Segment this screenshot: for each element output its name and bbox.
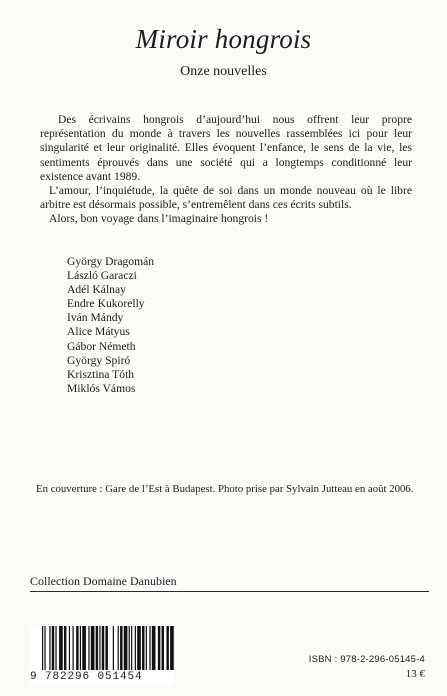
book-subtitle: Onze nouvelles xyxy=(180,64,267,79)
barcode-bar xyxy=(129,626,130,670)
isbn-number: ISBN : 978-2-296-05145-4 xyxy=(308,654,425,665)
barcode-bar xyxy=(170,626,174,670)
cover-credit: En couverture : Gare de l’Est à Budapest. Photo prise par Sylvain Jutteau en août 2006. xyxy=(36,483,414,495)
barcode-bar xyxy=(64,626,66,670)
blurb-paragraph: Alors, bon voyage dans l’imaginaire hongrois ! xyxy=(49,212,269,226)
barcode-bar xyxy=(158,626,160,670)
barcode-bar xyxy=(55,626,56,670)
barcode-bar xyxy=(135,626,136,670)
barcode-bars xyxy=(30,626,174,672)
author-name: Endre Kukorelly xyxy=(67,297,145,311)
author-name: Alice Mátyus xyxy=(67,325,130,339)
barcode-bar xyxy=(80,626,81,670)
barcode-bar xyxy=(120,626,122,670)
barcode-bar xyxy=(105,626,107,670)
collection-name: Collection Domaine Danubien xyxy=(30,574,177,588)
barcode-digits: 9 782296 051454 xyxy=(30,671,174,683)
barcode-bar xyxy=(69,626,70,670)
barcode-bar xyxy=(44,626,45,670)
author-list xyxy=(67,255,154,396)
barcode-bar xyxy=(42,626,43,670)
barcode-bar xyxy=(113,626,114,670)
blurb-paragraph: L’amour, l’inquiétude, la quête de soi dans un monde nouveau où le libre arbitre est désormais possible, s’entremêlent dans ces écrits subtils. xyxy=(40,184,412,212)
barcode-bar xyxy=(76,626,78,670)
barcode-bar xyxy=(137,626,141,670)
barcode-bar xyxy=(142,626,144,670)
barcode-bar xyxy=(162,626,164,670)
barcode-bar xyxy=(99,626,100,670)
barcode-bar xyxy=(59,626,63,670)
barcode-bar xyxy=(49,626,50,670)
author-name: Gábor Németh xyxy=(67,339,136,353)
barcode-bar xyxy=(102,626,104,670)
blurb xyxy=(40,113,412,227)
barcode-bar xyxy=(152,626,156,670)
barcode-bar xyxy=(88,626,89,670)
book-title: Miroir hongrois xyxy=(135,24,312,54)
author-name: Miklós Vámos xyxy=(67,381,136,395)
barcode-bar xyxy=(96,626,98,670)
barcode-bar xyxy=(82,626,86,670)
barcode-bar xyxy=(52,626,54,670)
barcode-bar xyxy=(73,626,74,670)
barcode-bar xyxy=(131,626,132,670)
author-name: Krisztina Tóth xyxy=(67,367,135,381)
barcode-bar xyxy=(149,626,150,670)
author-name: Adél Kálnay xyxy=(67,283,126,297)
barcode-bar xyxy=(91,626,95,670)
author-name: György Dragomán xyxy=(67,255,155,268)
author-name: Iván Mándy xyxy=(67,311,124,325)
barcode-bar xyxy=(124,626,128,670)
divider-rule xyxy=(30,591,429,592)
blurb-paragraph: Des écrivains hongrois d’aujourd’hui nous offrent leur propre représentation du monde à travers les nouvelles rassemblées ici pour leur singularité et leur originalité. Elles évoquent l’enfance, le sens de la vie, les sentiments éprouvés dans une société qui a longtemps conditionné leur existence avant 1989. xyxy=(40,113,412,183)
author-name: László Garaczi xyxy=(67,269,137,283)
price: 13 € xyxy=(405,668,425,680)
barcode-bar xyxy=(146,626,147,670)
author-name: György Spiró xyxy=(67,353,131,367)
barcode-bar xyxy=(166,626,168,670)
barcode xyxy=(30,626,174,686)
barcode-bar xyxy=(118,626,119,670)
